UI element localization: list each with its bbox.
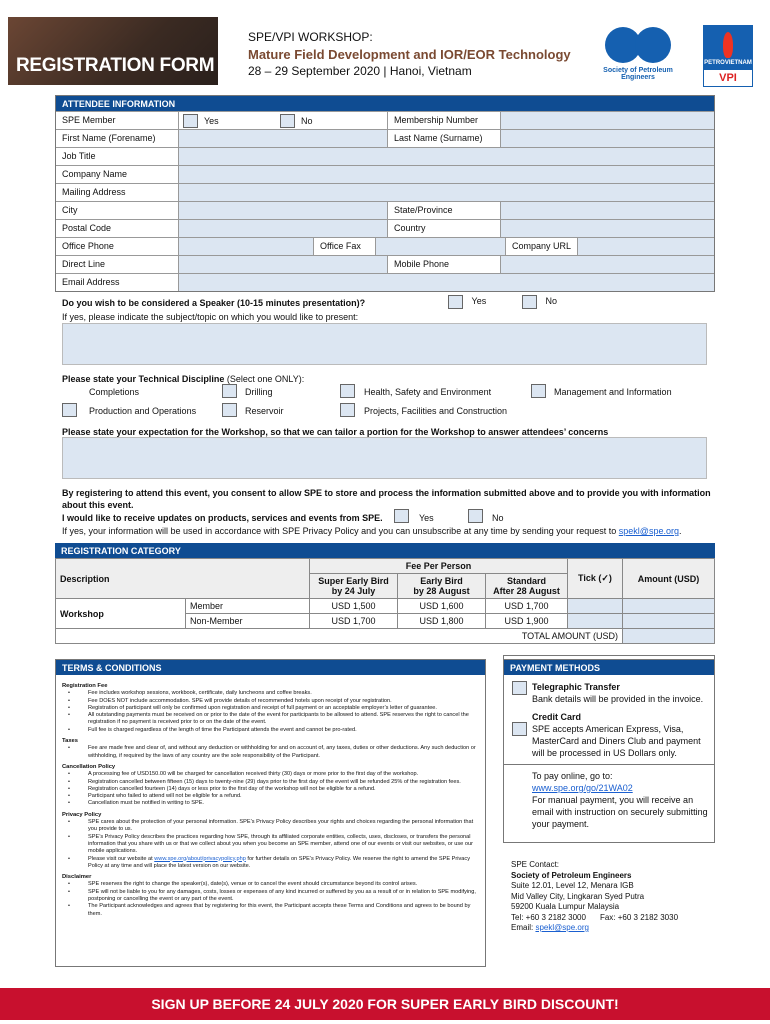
- terms-item: • Fee DOES NOT include accommodation. SPE will provide details of recommended hotels upon receipt of your registration.: [62, 698, 479, 705]
- label: Mobile Phone: [388, 256, 501, 273]
- membership-number-input[interactable]: [501, 112, 714, 129]
- spe-logo-text: Society of Petroleum Engineers: [603, 67, 673, 81]
- telegraphic-transfer-checkbox[interactable]: [512, 681, 527, 695]
- management-checkbox[interactable]: [531, 384, 546, 398]
- country-input[interactable]: [501, 220, 714, 237]
- terms-item: • Registration cancelled fourteen (14) days or less prior to the first day of the workshop will not be eligible for a refund.: [62, 786, 479, 793]
- terms-item: • Participant who failed to attend will not be eligible for a refund.: [62, 793, 479, 800]
- terms-heading: Cancellation Policy: [62, 763, 116, 770]
- updates-yes-checkbox[interactable]: [394, 509, 409, 523]
- email-label: Email:: [511, 923, 536, 932]
- contact-tel: Tel: +60 3 2182 3000: [511, 912, 586, 922]
- fee: USD 1,800: [398, 614, 486, 629]
- table-row: [56, 599, 715, 614]
- production-checkbox[interactable]: [62, 403, 77, 417]
- fee: USD 1,500: [310, 599, 398, 614]
- label: Direct Line: [56, 256, 179, 273]
- label: Office Phone: [56, 238, 179, 255]
- label: Yes: [419, 513, 434, 523]
- terms-item: • Fee includes workshop sessions, workbook, certificate, daily luncheons and coffee breaks.: [62, 690, 479, 697]
- col-date: After 28 August: [493, 586, 560, 596]
- city-input[interactable]: [179, 202, 388, 219]
- terms-item: • Registration cancelled between fifteen (15) days to twenty-nine (29) days prior to the first day of the event will be refunded 25% of the registration fees.: [62, 779, 479, 786]
- contact-org: Society of Petroleum Engineers: [511, 870, 632, 880]
- registration-category: [55, 543, 715, 644]
- discipline-question-bold: Please state your Technical Discipline: [62, 374, 225, 384]
- fee-header: Fee Per Person: [310, 559, 568, 574]
- terms-item: • Full fee is charged regardless of the length of time the Participant attends the event and cannot be pro-rated.: [62, 727, 479, 734]
- contact-email-link[interactable]: spekl@spe.org: [535, 923, 589, 932]
- email-input[interactable]: [179, 274, 714, 291]
- label: State/Province: [388, 202, 501, 219]
- vpi-logo: [703, 25, 753, 87]
- tick-cell[interactable]: [568, 614, 623, 629]
- speaker-subject-textarea[interactable]: [62, 323, 707, 365]
- terms-item: • All outstanding payments must be received on or prior to the date of the event for participants to be allowed to attend. SPE reserves the right to cancel the registration if no payment is received prior to or on the date of the event.: [62, 712, 479, 727]
- event-header: [248, 29, 571, 80]
- label: Yes: [204, 115, 219, 126]
- first-name-input[interactable]: [179, 130, 388, 147]
- drilling-checkbox[interactable]: [222, 384, 237, 398]
- section-title: REGISTRATION CATEGORY: [55, 543, 715, 558]
- label: Office Fax: [314, 238, 376, 255]
- event-date: 28 – 29 September 2020 | Hanoi, Vietnam: [248, 64, 472, 78]
- postal-code-input[interactable]: [179, 220, 388, 237]
- label: Management and Information: [554, 387, 672, 397]
- mailing-address-input[interactable]: [179, 184, 714, 201]
- label: No: [492, 513, 504, 523]
- state-input[interactable]: [501, 202, 714, 219]
- col-date: by 28 August: [413, 586, 470, 596]
- registration-form-banner: REGISTRATION FORM: [8, 17, 218, 85]
- updates-no-checkbox[interactable]: [468, 509, 483, 523]
- consent-text: By registering to attend this event, you consent to allow SPE to store and process the information submitted above and to provide you with information about this event.: [62, 488, 711, 510]
- label: Health, Safety and Environment: [364, 387, 492, 397]
- terms-heading: Registration Fee: [62, 683, 108, 689]
- workshop-label: Workshop: [56, 599, 186, 629]
- vpi-logo-text: VPI: [704, 70, 752, 86]
- amount-cell[interactable]: [623, 599, 715, 614]
- label: Completions: [89, 387, 140, 397]
- job-title-input[interactable]: [179, 148, 714, 165]
- label: Drilling: [245, 387, 273, 397]
- credit-card-label: Credit Card: [532, 712, 582, 722]
- terms-item: • Fee are made free and clear of, and without any deduction or withholding for and on account of, any taxes, duties or other deductions. Any such deduction or withholding, if required by the laws of any country are the sole responsibility of the Participant.: [62, 745, 479, 760]
- speaker-subject-label: If yes, please indicate the subject/topic on which you would like to present:: [62, 312, 359, 322]
- text: for further details on SPE’s Privacy Policy. We reserve the right to amend the SPE Privacy Policy at any time and will place the latest version on our website.: [88, 855, 471, 869]
- email-link[interactable]: spekl@spe.org: [618, 526, 679, 536]
- terms-item: • Registration of participant will only be confirmed upon registration and receipt of full payment or an acceptable employer’s letter of guarantee.: [62, 705, 479, 712]
- telegraphic-transfer-label: Telegraphic Transfer: [532, 682, 620, 692]
- col-title: Super Early Bird: [318, 576, 389, 586]
- label: Job Title: [56, 148, 179, 165]
- terms-heading: Privacy Policy: [62, 811, 102, 818]
- label: City: [56, 202, 179, 219]
- terms-item: • SPE cares about the protection of your personal information. SPE’s Privacy Policy describes your rights and choices regarding the personal information that you provide to us.: [62, 819, 479, 834]
- speaker-question-text: Do you wish to be considered a Speaker (10-15 minutes presentation)?: [62, 298, 366, 308]
- col-title: Early Bird: [420, 576, 463, 586]
- credit-card-checkbox[interactable]: [512, 722, 527, 736]
- speaker-question: [62, 297, 712, 309]
- section-title: PAYMENT METHODS: [504, 660, 714, 675]
- contact-fax: Fax: +60 3 2182 3030: [599, 912, 679, 922]
- speaker-yes-checkbox[interactable]: [448, 295, 463, 309]
- privacy-note: [62, 525, 681, 537]
- early-bird-banner: SIGN UP BEFORE 24 JULY 2020 FOR SUPER EARLY BIRD DISCOUNT!: [0, 988, 770, 1020]
- total-amount-cell[interactable]: [623, 629, 715, 644]
- terms-item: [62, 856, 479, 871]
- amount-cell[interactable]: [623, 614, 715, 629]
- terms-item: • The Participant acknowledges and agrees that by registering for this event, the Participant accepts these Terms and Conditions and agrees to be bound by them.: [62, 903, 479, 918]
- projects-checkbox[interactable]: [340, 403, 355, 417]
- fee: USD 1,700: [310, 614, 398, 629]
- label: Membership Number: [388, 112, 501, 129]
- terms-item: • A processing fee of USD150.00 will be charged for cancellation received thirty (30) days or more prior to the first day of the workshop.: [62, 771, 479, 778]
- label: No: [545, 296, 558, 307]
- label: Country: [388, 220, 501, 237]
- spe-logo: [588, 27, 688, 89]
- last-name-input[interactable]: [501, 130, 714, 147]
- fee: USD 1,600: [398, 599, 486, 614]
- expectation-label: Please state your expectation for the Workshop, so that we can tailor a portion for the Workshop to answer attendees’ concerns: [62, 427, 609, 437]
- discipline-question-rest: (Select one ONLY):: [224, 374, 305, 384]
- flame-icon: [723, 32, 733, 58]
- label: Postal Code: [56, 220, 179, 237]
- mobile-phone-input[interactable]: [501, 256, 714, 273]
- amount-header: Amount (USD): [623, 559, 715, 599]
- terms-body: [56, 675, 485, 922]
- manual-payment-desc: For manual payment, you will receive an email with instruction on securely submitting your payment.: [532, 795, 708, 829]
- label: Yes: [471, 296, 487, 307]
- fee-table: [55, 558, 715, 644]
- terms-and-conditions: [55, 659, 486, 967]
- spe-member-yes-checkbox[interactable]: [183, 114, 198, 128]
- pay-online-link[interactable]: www.spe.org/go/21WA02: [532, 783, 633, 793]
- expectation-textarea[interactable]: [62, 437, 707, 479]
- period: .: [678, 526, 682, 536]
- updates-question: I would like to receive updates on products, services and events from SPE.: [62, 513, 383, 523]
- fee: USD 1,700: [486, 599, 568, 614]
- vpi-logo-top: PETROVIETNAM: [704, 60, 752, 66]
- terms-heading: Disclaimer: [62, 874, 92, 881]
- pay-online-label: To pay online, go to:: [532, 771, 613, 781]
- terms-item: • SPE reserves the right to change the speaker(s), date(s), venue or to cancel the event should circumstance beyond its control arises.: [62, 881, 479, 888]
- text: Please visit our website at: [88, 855, 155, 862]
- attendee-form: [55, 95, 715, 292]
- label: Mailing Address: [56, 184, 179, 201]
- company-name-input[interactable]: [179, 166, 714, 183]
- company-url-input[interactable]: [578, 238, 714, 255]
- label: First Name (Forename): [56, 130, 179, 147]
- credit-card-desc: SPE accepts American Express, Visa, MasterCard and Diners Club and payment will be processed in US Dollars only.: [532, 724, 701, 758]
- section-title: TERMS & CONDITIONS: [56, 660, 485, 675]
- discipline-question: [62, 373, 304, 385]
- tick-header: Tick (✓): [568, 559, 623, 599]
- contact-address: Suite 12.01, Level 12, Menara IGB: [511, 881, 634, 890]
- label: Projects, Facilities and Construction: [364, 406, 508, 416]
- terms-heading: Taxes: [62, 738, 79, 745]
- spe-contact: [511, 860, 678, 934]
- terms-item: • SPE’s Privacy Policy describes the practices regarding how SPE, through its affiliated corporate entities, collects, uses, discloses, or transfers the personal information that you share with us or that we collect about you when you become an SPE member, attend one of our events or visit our websites, or use our mobile applications.: [62, 834, 479, 856]
- direct-line-input[interactable]: [179, 256, 388, 273]
- contact-label: SPE Contact:: [511, 860, 560, 869]
- office-phone-input[interactable]: [179, 238, 314, 255]
- reservoir-checkbox[interactable]: [222, 403, 237, 417]
- event-line: SPE/VPI WORKSHOP:: [248, 30, 373, 44]
- globe-icon: [635, 27, 671, 63]
- label: Production and Operations: [89, 406, 197, 416]
- tick-cell[interactable]: [568, 599, 623, 614]
- label: Email Address: [56, 274, 179, 291]
- member-type: Member: [186, 599, 310, 614]
- event-title: Mature Field Development and IOR/EOR Technology: [248, 47, 571, 62]
- col-date: by 24 July: [331, 586, 376, 596]
- hse-checkbox[interactable]: [340, 384, 355, 398]
- description-header: Description: [56, 559, 310, 599]
- label: Reservoir: [245, 406, 284, 416]
- payment-methods: [503, 659, 715, 829]
- privacy-note-text: If yes, your information will be used in accordance with SPE Privacy Policy and you can unsubscribe at any time by sending your request to: [62, 526, 619, 536]
- label: Last Name (Surname): [388, 130, 501, 147]
- section-title: ATTENDEE INFORMATION: [56, 96, 714, 111]
- label: No: [301, 115, 313, 126]
- contact-address: 59200 Kuala Lumpur Malaysia: [511, 902, 620, 911]
- fee: USD 1,900: [486, 614, 568, 629]
- member-type: Non-Member: [186, 614, 310, 629]
- col-title: Standard: [506, 576, 546, 586]
- terms-item: • Cancellation must be notified in writing to SPE.: [62, 800, 479, 807]
- office-fax-input[interactable]: [376, 238, 506, 255]
- label: Company Name: [56, 166, 179, 183]
- privacy-policy-link[interactable]: www.spe.org/about/privacypolicy.php: [154, 855, 246, 862]
- spe-member-no-checkbox[interactable]: [280, 114, 295, 128]
- terms-item: • SPE will not be liable to you for any damages, costs, losses or expenses of any kind incurred or suffered by you as a result of or in relation to SPE modifying, postponing or cancelling the event or any part of the event.: [62, 889, 479, 904]
- label: Company URL: [506, 238, 578, 255]
- total-label: TOTAL AMOUNT (USD): [56, 629, 623, 644]
- speaker-no-checkbox[interactable]: [522, 295, 537, 309]
- label: SPE Member: [56, 112, 179, 129]
- telegraphic-transfer-desc: Bank details will be provided in the invoice.: [532, 694, 704, 704]
- contact-address: Mid Valley City, Lingkaran Syed Putra: [511, 891, 645, 901]
